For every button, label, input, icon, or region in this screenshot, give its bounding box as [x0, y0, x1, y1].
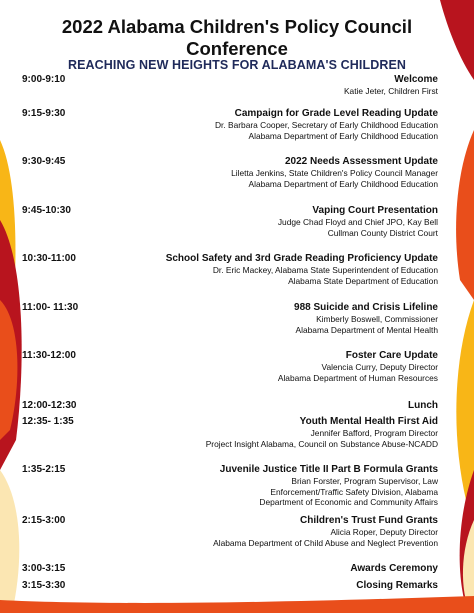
agenda-detail: Enforcement/Traffic Safety Division, Alabama	[270, 486, 438, 497]
agenda-detail: Jennifer Bafford, Program Director	[310, 428, 438, 438]
agenda-detail: Alabama Department of Early Childhood Education	[248, 130, 438, 141]
agenda-time: 12:35- 1:35	[22, 416, 74, 427]
agenda-detail: Cullman County District Court	[327, 227, 438, 238]
page-title-line-2: Conference	[186, 38, 288, 59]
agenda-detail: Judge Chad Floyd and Chief JPO, Kay Bell	[277, 217, 438, 227]
agenda-title: Closing Remarks	[356, 580, 438, 591]
agenda-detail: Liletta Jenkins, State Children's Policy Council Manager	[231, 168, 438, 178]
agenda-time: 3:15-3:30	[22, 580, 66, 591]
agenda-detail: Alabama Department of Human Resources	[277, 372, 438, 383]
agenda-detail: Alabama Department of Early Childhood Education	[248, 178, 438, 189]
agenda-title: Awards Ceremony	[350, 563, 438, 574]
agenda-detail: Brian Forster, Program Supervisor, Law	[291, 476, 438, 486]
agenda-title: Campaign for Grade Level Reading Update	[234, 108, 438, 119]
agenda-title: 988 Suicide and Crisis Lifeline	[294, 302, 438, 313]
agenda-detail: Kimberly Boswell, Commissioner	[316, 314, 438, 324]
agenda-time: 12:00-12:30	[22, 400, 77, 411]
agenda-title: Lunch	[408, 400, 438, 411]
agenda-time: 9:00-9:10	[22, 74, 66, 85]
agenda-time: 9:15-9:30	[22, 108, 66, 119]
agenda-detail: Katie Jeter, Children First	[343, 86, 438, 96]
agenda-time: 2:15-3:00	[22, 515, 66, 526]
agenda-title: Children's Trust Fund Grants	[300, 515, 438, 526]
agenda-time: 9:45-10:30	[22, 205, 71, 216]
page-subtitle: REACHING NEW HEIGHTS FOR ALABAMA'S CHILDREN	[67, 58, 407, 72]
agenda-detail: Alabama Department of Mental Health	[295, 324, 438, 335]
agenda-title: Juvenile Justice Title II Part B Formula Grants	[219, 464, 438, 475]
agenda-detail: Alabama Department of Child Abuse and Neglect Prevention	[213, 537, 438, 548]
agenda-detail: Department of Economic and Community Affairs	[259, 497, 438, 508]
agenda-title: Welcome	[394, 74, 438, 85]
agenda-detail: Alicia Roper, Deputy Director	[330, 527, 438, 537]
agenda-title: Youth Mental Health First Aid	[299, 416, 438, 427]
agenda-title: Foster Care Update	[345, 350, 438, 361]
agenda-time: 3:00-3:15	[22, 563, 66, 574]
agenda-title: 2022 Needs Assessment Update	[284, 156, 438, 167]
agenda-title: Vaping Court Presentation	[312, 205, 438, 216]
agenda-time: 1:35-2:15	[22, 464, 66, 475]
agenda-detail: Project Insight Alabama, Council on Substance Abuse-NCADD	[205, 438, 438, 449]
page-title-line-1: 2022 Alabama Children's Policy Council	[61, 16, 413, 37]
agenda-detail: Dr. Barbara Cooper, Secretary of Early Childhood Education	[215, 120, 438, 130]
agenda-detail: Dr. Eric Mackey, Alabama State Superintendent of Education	[212, 265, 438, 275]
agenda-time: 10:30-11:00	[22, 253, 76, 264]
agenda-time: 11:30-12:00	[22, 350, 76, 361]
agenda-time: 11:00- 11:30	[22, 302, 79, 313]
agenda-time: 9:30-9:45	[22, 156, 66, 167]
agenda-title: School Safety and 3rd Grade Reading Proficiency Update	[165, 253, 438, 264]
agenda-detail: Valencia Curry, Deputy Director	[321, 362, 438, 372]
agenda-detail: Alabama State Department of Education	[288, 275, 438, 286]
